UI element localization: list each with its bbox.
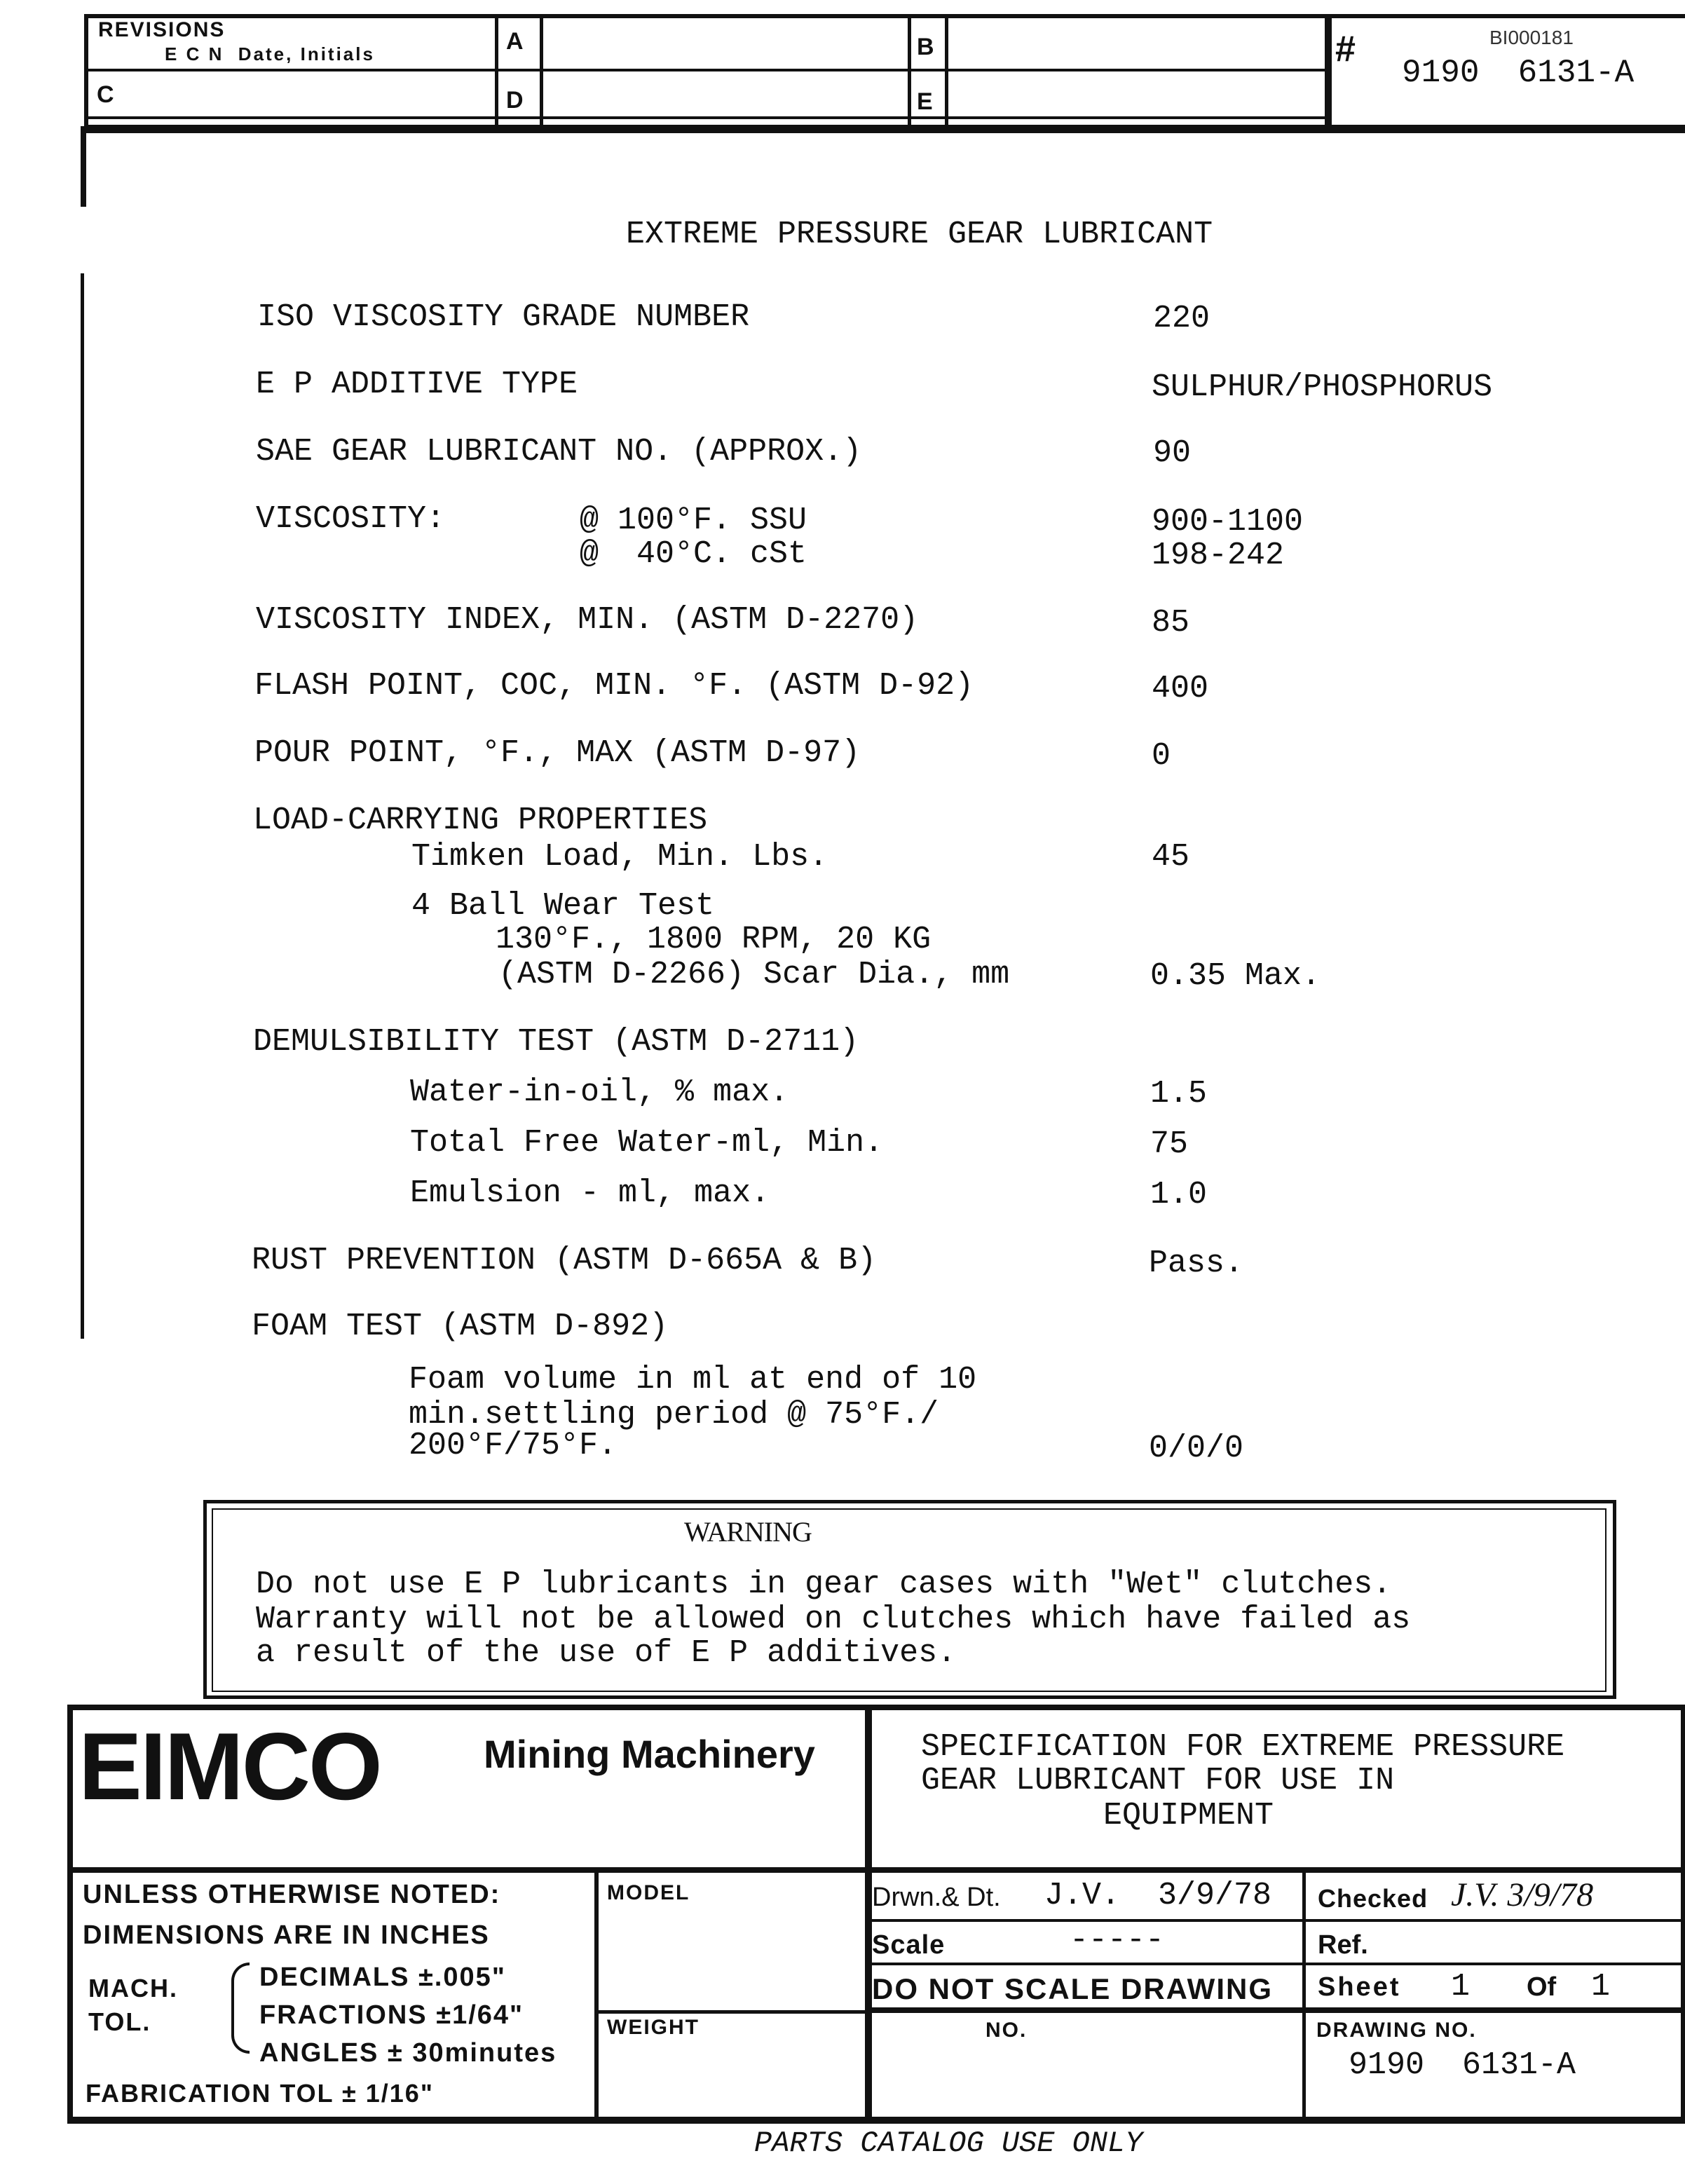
header-divider-1 bbox=[495, 14, 498, 126]
spec-value: 198-242 bbox=[1152, 538, 1285, 573]
dimensions-note: DIMENSIONS ARE IN INCHES bbox=[83, 1920, 490, 1950]
drawing-no-label: DRAWING NO. bbox=[1316, 2019, 1477, 2042]
spec-label: POUR POINT, °F., MAX (ASTM D-97) bbox=[254, 735, 861, 771]
spec-value: 85 bbox=[1152, 605, 1190, 641]
header-mid-rule bbox=[84, 69, 1328, 71]
box-c-label: C bbox=[97, 81, 116, 108]
spec-label: SAE GEAR LUBRICANT NO. (APPROX.) bbox=[256, 434, 862, 470]
spec-label: RUST PREVENTION (ASTM D-665A & B) bbox=[252, 1243, 877, 1278]
sheet-total: 1 bbox=[1591, 1969, 1611, 2005]
spec-value: 900-1100 bbox=[1152, 504, 1304, 540]
header-top-rule bbox=[84, 14, 1685, 18]
doc-number: 9190 6131-A bbox=[1402, 55, 1635, 91]
of-label: Of bbox=[1527, 1972, 1557, 2002]
drawn-value: J.V. 3/9/78 bbox=[1044, 1878, 1272, 1913]
spec-value: Pass. bbox=[1149, 1245, 1244, 1281]
division-name: Mining Machinery bbox=[484, 1732, 815, 1776]
spec-label: 4 Ball Wear Test bbox=[411, 888, 715, 924]
do-not-scale: DO NOT SCALE DRAWING bbox=[872, 1972, 1273, 2005]
spec-title-line: SPECIFICATION FOR EXTREME PRESSURE bbox=[921, 1729, 1565, 1765]
spec-label: FLASH POINT, COC, MIN. °F. (ASTM D-92) bbox=[254, 668, 974, 704]
no-label: NO. bbox=[985, 2019, 1028, 2042]
fractions-tolerance: FRACTIONS ±1/64" bbox=[259, 2000, 524, 2030]
tb-bottom-rule bbox=[67, 2117, 1685, 2124]
sheet-number: 1 bbox=[1451, 1969, 1471, 2005]
weight-label: WEIGHT bbox=[607, 2016, 700, 2039]
scale-label: Scale bbox=[872, 1930, 946, 1960]
spec-label: Water-in-oil, % max. bbox=[410, 1074, 789, 1110]
spec-value: 45 bbox=[1152, 839, 1190, 875]
angles-tolerance: ANGLES ± 30minutes bbox=[259, 2038, 557, 2068]
fabrication-tolerance: FABRICATION TOL ± 1/16" bbox=[86, 2079, 434, 2108]
spec-label: min.settling period @ 75°F./ bbox=[409, 1397, 939, 1433]
sheet-label: Sheet bbox=[1318, 1972, 1401, 2002]
spec-label: Emulsion - ml, max. bbox=[410, 1175, 770, 1211]
spec-value: SULPHUR/PHOSPHORUS bbox=[1152, 369, 1493, 405]
unless-noted: UNLESS OTHERWISE NOTED: bbox=[83, 1880, 501, 1909]
box-b-label: B bbox=[917, 34, 936, 60]
checked-value: J.V. 3/9/78 bbox=[1451, 1876, 1594, 1913]
footer-note: PARTS CATALOG USE ONLY bbox=[754, 2127, 1143, 2160]
tb-left-rule bbox=[67, 1705, 73, 2124]
warning-line: a result of the use of E P additives. bbox=[256, 1635, 957, 1671]
company-logo: EIMCO bbox=[79, 1713, 381, 1820]
section-heading: DEMULSIBILITY TEST (ASTM D-2711) bbox=[253, 1024, 859, 1060]
revisions-label: REVISIONS bbox=[98, 18, 226, 41]
warning-title: WARNING bbox=[684, 1516, 812, 1548]
model-label: MODEL bbox=[607, 1881, 690, 1904]
checked-label: Checked bbox=[1318, 1884, 1428, 1913]
section-heading: LOAD-CARRYING PROPERTIES bbox=[253, 803, 708, 838]
spec-title-line: EQUIPMENT bbox=[1103, 1798, 1274, 1834]
spec-label: Total Free Water-ml, Min. bbox=[410, 1125, 884, 1161]
section-heading: FOAM TEST (ASTM D-892) bbox=[252, 1309, 669, 1344]
tb-top-rule bbox=[67, 1705, 1685, 1710]
tol-label: TOL. bbox=[88, 2007, 151, 2036]
spec-value: 220 bbox=[1153, 301, 1210, 336]
spec-value: 0/0/0 bbox=[1149, 1431, 1244, 1466]
spec-label: (ASTM D-2266) Scar Dia., mm bbox=[498, 957, 1010, 992]
hash-symbol: # bbox=[1335, 29, 1356, 69]
tb-mid-rule bbox=[67, 1867, 1685, 1873]
spec-label: VISCOSITY INDEX, MIN. (ASTM D-2270) bbox=[256, 602, 919, 638]
tb-right-col-rule bbox=[1302, 1870, 1306, 2120]
left-edge-mark-1 bbox=[81, 126, 86, 207]
spec-value: 1.5 bbox=[1150, 1076, 1208, 1112]
drawn-label: Drwn.& Dt. bbox=[872, 1883, 1001, 1912]
spec-label: VISCOSITY: bbox=[256, 501, 446, 537]
tb-row-rule-3 bbox=[869, 2007, 1684, 2013]
spec-value: 0 bbox=[1152, 738, 1171, 774]
bates-stamp: BI000181 bbox=[1489, 27, 1574, 48]
spec-label: 200°F/75°F. bbox=[409, 1428, 618, 1463]
spec-label: ISO VISCOSITY GRADE NUMBER bbox=[257, 299, 750, 335]
warning-line: Warranty will not be allowed on clutches which have failed as bbox=[256, 1602, 1411, 1637]
box-e-label: E bbox=[917, 88, 934, 115]
header-divider-3 bbox=[908, 14, 911, 126]
header-divider-2 bbox=[540, 14, 543, 126]
left-edge-mark-2 bbox=[81, 273, 84, 1339]
warning-line: Do not use E P lubricants in gear cases with "Wet" clutches. bbox=[256, 1567, 1392, 1602]
decimals-tolerance: DECIMALS ±.005" bbox=[259, 1963, 506, 1992]
header-divider-5 bbox=[1325, 14, 1332, 130]
spec-value: 75 bbox=[1150, 1126, 1189, 1162]
ecn-label: E C N Date, Initials bbox=[165, 43, 375, 64]
mach-label: MACH. bbox=[88, 1974, 178, 2002]
box-a-label: A bbox=[506, 28, 525, 55]
spec-sublabel: @ 100°F. SSU bbox=[580, 503, 807, 538]
tb-model-rule bbox=[594, 1869, 599, 2121]
ref-label: Ref. bbox=[1318, 1930, 1368, 1960]
page-title: EXTREME PRESSURE GEAR LUBRICANT bbox=[626, 217, 1213, 252]
spec-label: Timken Load, Min. Lbs. bbox=[411, 839, 828, 875]
box-d-label: D bbox=[506, 87, 525, 114]
scale-value: ----- bbox=[1070, 1923, 1165, 1958]
tb-row-rule-2 bbox=[869, 1963, 1684, 1965]
header-divider-4 bbox=[945, 14, 948, 126]
header-bottom-rule bbox=[84, 125, 1685, 133]
tb-model-weight-rule bbox=[596, 2010, 868, 2014]
spec-value: 1.0 bbox=[1150, 1177, 1208, 1213]
spec-value: 0.35 Max. bbox=[1150, 958, 1321, 994]
spec-label: Foam volume in ml at end of 10 bbox=[409, 1362, 977, 1398]
spec-value: 400 bbox=[1152, 671, 1209, 707]
tb-row-rule-1 bbox=[869, 1919, 1684, 1922]
spec-value: 90 bbox=[1153, 435, 1192, 471]
spec-label: E P ADDITIVE TYPE bbox=[256, 367, 578, 402]
spec-label: 130°F., 1800 RPM, 20 KG bbox=[496, 922, 932, 957]
spec-sublabel: @ 40°C. cSt bbox=[580, 536, 807, 572]
spec-title-line: GEAR LUBRICANT FOR USE IN bbox=[921, 1763, 1395, 1799]
drawing-no-value: 9190 6131-A bbox=[1349, 2047, 1576, 2083]
tolerance-brace bbox=[231, 1963, 250, 2054]
tb-center-rule bbox=[865, 1705, 872, 2124]
header-mid-rule-2 bbox=[84, 116, 1328, 119]
tb-right-rule bbox=[1681, 1705, 1685, 2124]
